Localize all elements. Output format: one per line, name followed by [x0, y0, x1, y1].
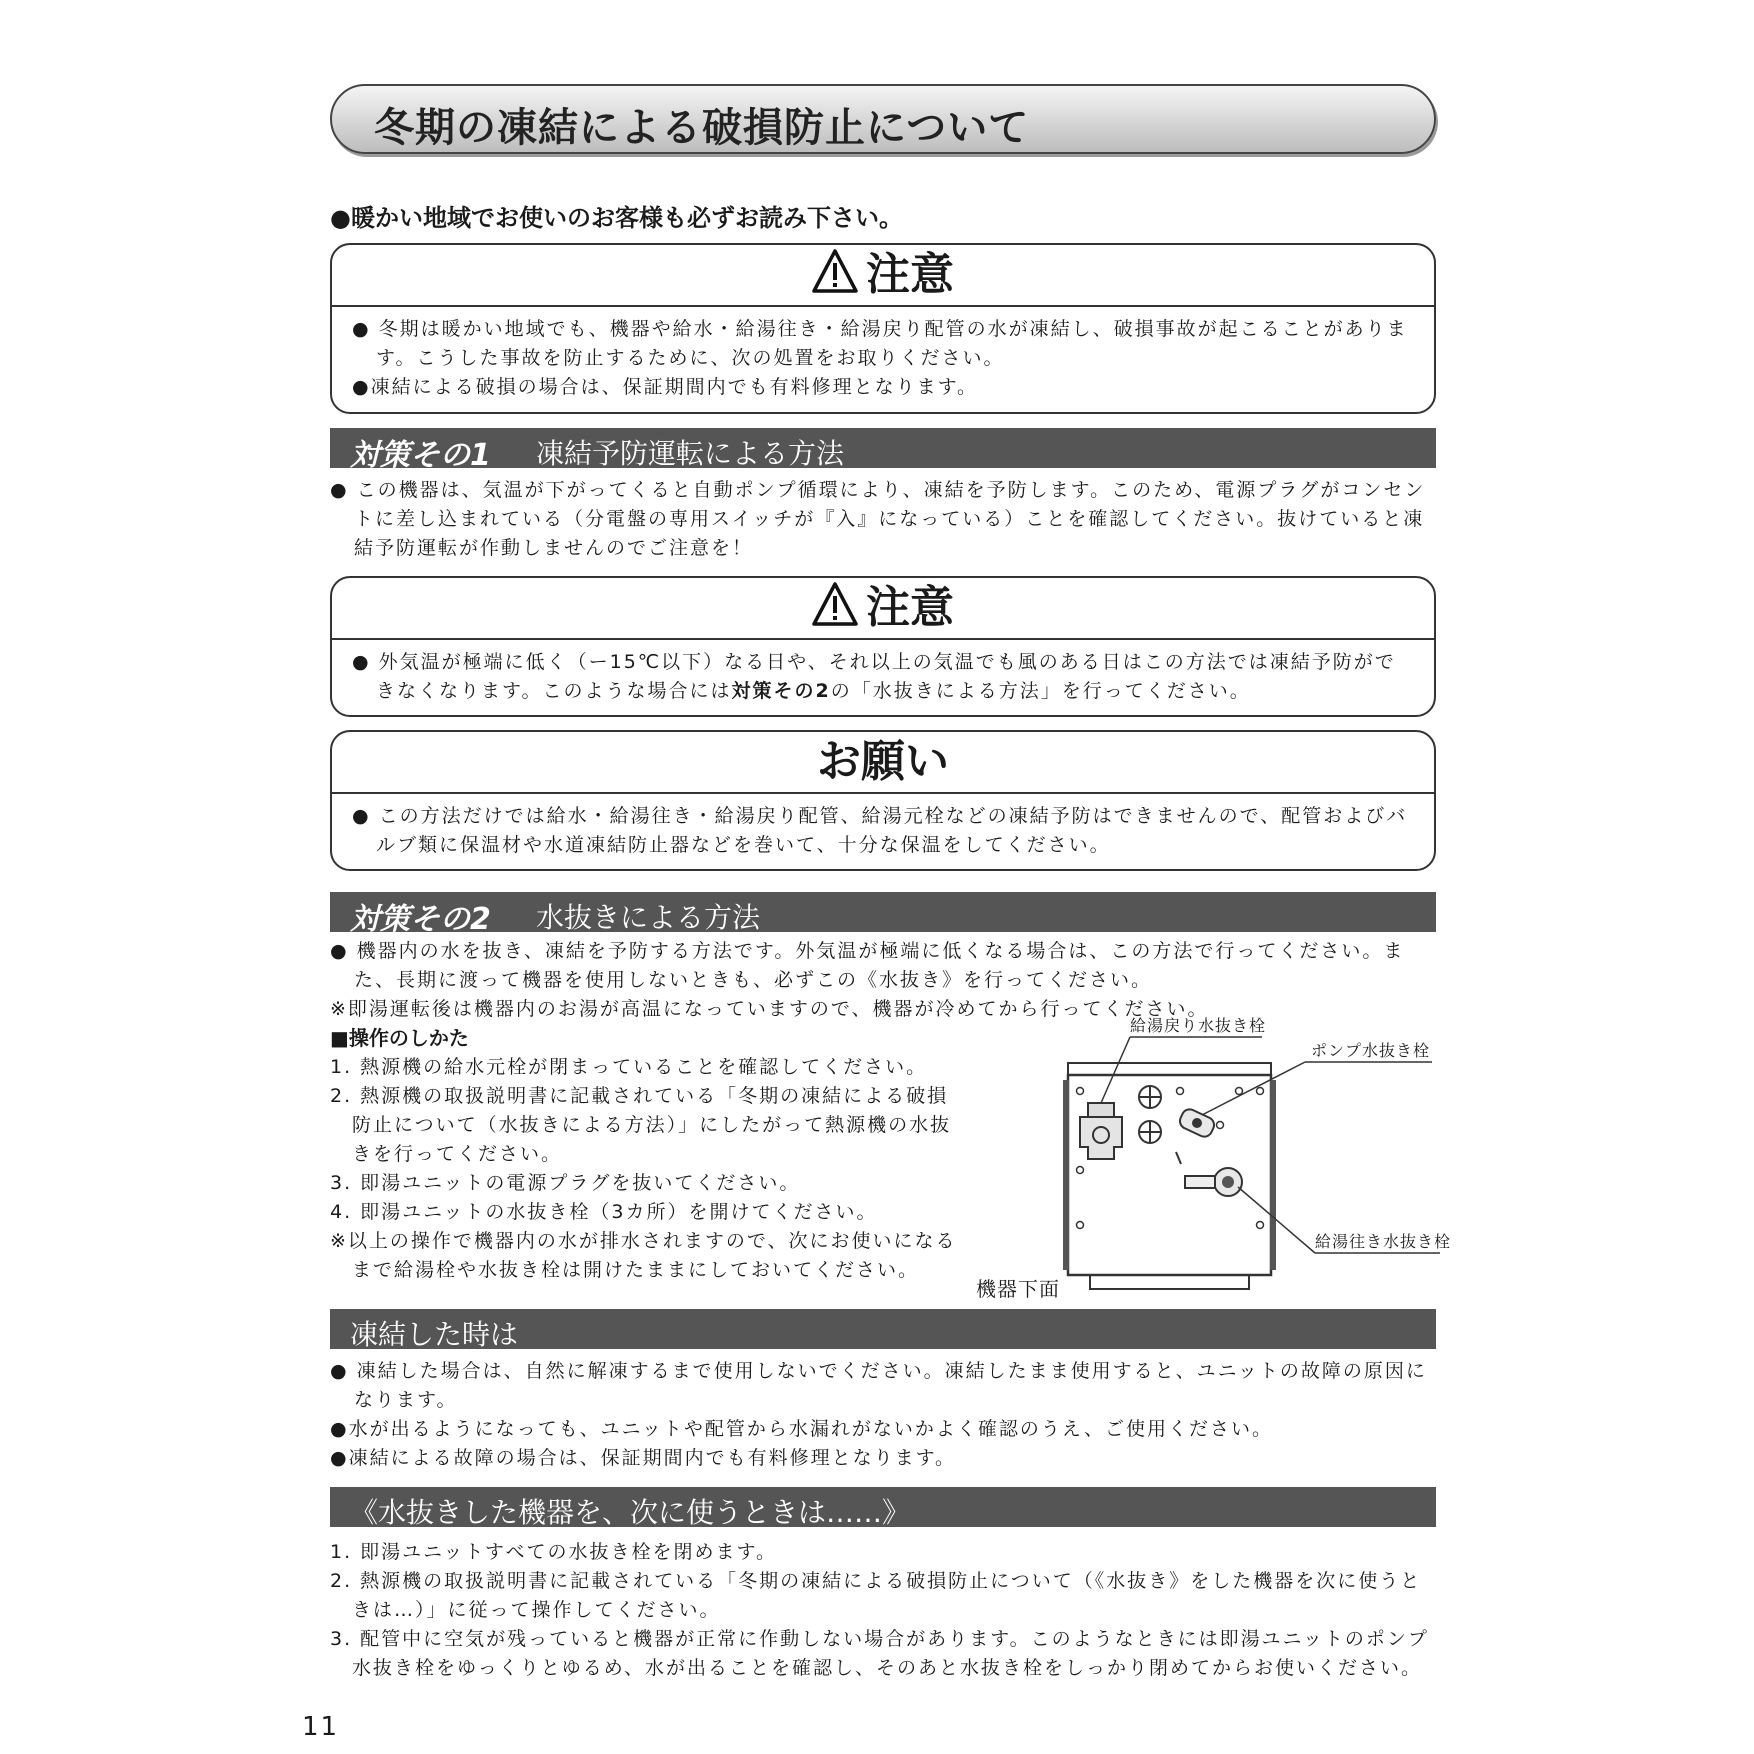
measure2-header [330, 892, 1436, 937]
lead-notice: ●暖かい地域でお使いのお客様も必ずお読み下さい。 [330, 204, 903, 232]
measure2-intro [330, 937, 1436, 1024]
operation-steps [330, 1024, 960, 1285]
request-heading: お願い [332, 732, 1434, 794]
label-supply-drain-valve: 給湯往き水抜き栓 [1315, 1232, 1452, 1251]
caution-box-2 [330, 576, 1436, 717]
step-2: 2. 熱源機の取扱説明書に記載されている「冬期の凍結による破損防止について（水抜きによる方法）」にしたがって熱源機の水抜きを行ってください。 [330, 1085, 952, 1165]
step-1: 1. 熱源機の給水元栓が閉まっていることを確認してください。 [330, 1056, 928, 1078]
reuse-body [330, 1538, 1436, 1683]
measure1-number: 対策その1 [350, 438, 491, 473]
page-number: 11 [302, 1712, 340, 1742]
caution1-item-1: ● 冬期は暖かい地域でも、機器や給水・給湯往き・給湯戻り配管の水が凍結し、破損事故が起こることがありま [352, 318, 1408, 340]
step-4: 4. 即湯ユニットの水抜き栓（3カ所）を開けてください。 [330, 1201, 878, 1223]
reuse-step-1: 1. 即湯ユニットすべての水抜き栓を閉めます。 [330, 1541, 777, 1563]
unit-bottom-diagram [976, 1016, 1452, 1301]
caution-box-1 [330, 243, 1436, 414]
frozen-item-1: ● 凍結した場合は、自然に解凍するまで使用しないでください。凍結したまま使用すると、ユニットの故障の原因になります。 [330, 1360, 1427, 1411]
measure1-text: ● この機器は、気温が下がってくると自動ポンプ循環により、凍結を予防します。このため、電源プラグがコンセントに差し込まれている（分電盤の専用スイッチが『入』になっている）ことを確認してください。抜けていると凍結予防運転が作動しませんのでご注意を！ [330, 479, 1426, 559]
unit-bottom-drawing [980, 1025, 1450, 1300]
frozen-item-3: ●凍結による故障の場合は、保証期間内でも有料修理となります。 [330, 1447, 957, 1469]
step-3: 3. 即湯ユニットの電源プラグを抜いてください。 [330, 1172, 801, 1194]
page-title-banner [330, 84, 1436, 154]
measure1-header [330, 428, 1436, 473]
measure1-title: 凍結予防運転による方法 [536, 437, 845, 470]
diagram-caption: 機器下面 [976, 1277, 1060, 1301]
frozen-title: 凍結した時は [350, 1318, 519, 1351]
after-note: ※以上の操作で機器内の水が排水されますので、次にお使いになるまで給湯栓や水抜き栓は開けたままにしておいてください。 [330, 1230, 957, 1281]
caution2-bold-ref: 対策その2 [731, 680, 831, 702]
request-text: ● この方法だけでは給水・給湯往き・給湯戻り配管、給湯元栓などの凍結予防はできませんので、配管およびバルブ類に保温材や水道凍結防止器などを巻いて、十分な保温をしてください。 [352, 805, 1408, 856]
caution1-item-1-cont: す。こうした事故を防止するために、次の処置をお取りください。 [376, 347, 1005, 369]
operation-subhead: ■操作のしかた [330, 1026, 469, 1050]
label-pump-drain-valve: ポンプ水抜き栓 [1311, 1041, 1431, 1060]
frozen-header [330, 1309, 1436, 1349]
caution2-text: ● 外気温が極端に低く（ー15℃以下）なる日や、それ以上の気温でも風のある日はこの方法では凍結予防ができなくなります。このような場合には対策その2の「水抜きによる方法」を行ってください。 [352, 651, 1396, 702]
reuse-step-2: 2. 熱源機の取扱説明書に記載されている「冬期の凍結による破損防止について（《水抜き》をした機器を次に使うときは…）」に従って操作してください。 [330, 1570, 1422, 1621]
measure2-number: 対策その2 [350, 902, 491, 937]
reuse-title: 《水抜きした機器を、次に使うときは……》 [350, 1496, 911, 1529]
measure1-body [330, 476, 1436, 563]
label-return-drain-valve: 給湯戻り水抜き栓 [1130, 1016, 1267, 1035]
caution-heading-2: 注意 [332, 578, 1434, 640]
measure2-text: ● 機器内の水を抜き、凍結を予防する方法です。外気温が極端に低くなる場合は、この方法で行ってください。また、長期に渡って機器を使用しないときも、必ずこの《水抜き》を行ってください。 [330, 940, 1405, 991]
frozen-body [330, 1357, 1436, 1473]
request-box [330, 730, 1436, 871]
caution-heading-1: 注意 [332, 245, 1434, 307]
measure2-note: ※即湯運転後は機器内のお湯が高温になっていますので、機器が冷めてから行ってください。 [330, 998, 1209, 1020]
page-title: 冬期の凍結による破損防止について [374, 105, 1030, 151]
warning-triangle-icon [812, 581, 858, 627]
warning-triangle-icon [812, 248, 858, 294]
reuse-header [330, 1487, 1436, 1527]
measure2-title: 水抜きによる方法 [536, 901, 761, 934]
caution1-item-2: ●凍結による破損の場合は、保証期間内でも有料修理となります。 [352, 376, 979, 398]
frozen-item-2: ●水が出るようになっても、ユニットや配管から水漏れがないかよく確認のうえ、ご使用ください。 [330, 1418, 1273, 1440]
reuse-step-3: 3. 配管中に空気が残っていると機器が正常に作動しない場合があります。このようなときには即湯ユニットのポンプ水抜き栓をゆっくりとゆるめ、水が出ることを確認し、そのあと水抜き栓をしっかり閉めてからお使いください。 [330, 1628, 1429, 1679]
